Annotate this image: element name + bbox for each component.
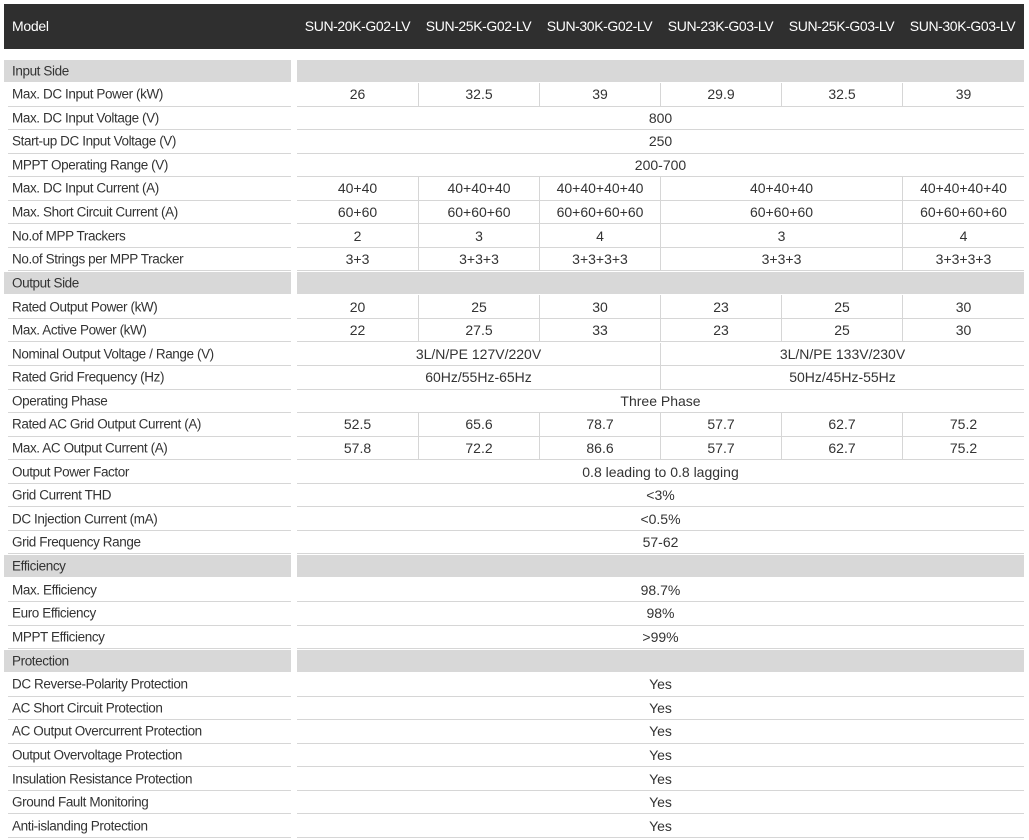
- section-title: Protection: [12, 653, 69, 669]
- spec-row: [4, 177, 1024, 201]
- spec-value-cell: [539, 224, 660, 248]
- spec-label: Rated AC Grid Output Current (A): [12, 416, 202, 432]
- spec-value: 60+60+60+60: [920, 204, 1007, 221]
- spec-label: MPPT Efficiency: [12, 629, 105, 645]
- spec-value-cell: [902, 248, 1024, 272]
- spec-label-cell: [8, 154, 291, 178]
- spec-value-cell: [297, 744, 1024, 768]
- spec-value-cell: [539, 413, 660, 437]
- spec-label: Nominal Output Voltage / Range (V): [12, 346, 214, 362]
- spec-value: 3L/N/PE 133V/230V: [779, 345, 906, 362]
- spec-value-cell: [297, 201, 418, 225]
- spec-value: 40+40+40+40: [920, 180, 1007, 197]
- spec-value: 26: [349, 86, 366, 103]
- spec-value: 60+60: [337, 204, 378, 221]
- spec-label-cell: [8, 578, 291, 602]
- spec-row: [4, 626, 1024, 650]
- spec-value: Yes: [649, 699, 672, 716]
- section-title-cell: [4, 272, 291, 294]
- spec-row: [4, 248, 1024, 272]
- spec-value: Three Phase: [620, 392, 701, 409]
- section-title: Efficiency: [12, 558, 66, 574]
- spec-label: Max. Active Power (kW): [12, 322, 147, 338]
- spec-row: [4, 83, 1024, 107]
- spec-value-cell: [781, 83, 902, 107]
- spec-row: [4, 154, 1024, 178]
- spec-label: Insulation Resistance Protection: [12, 771, 193, 787]
- spec-value-cell: [902, 201, 1024, 225]
- spec-label: Max. DC Input Current (A): [12, 180, 159, 196]
- spec-value: 57-62: [642, 534, 679, 551]
- spec-value-cell: [297, 437, 418, 461]
- spec-value-cell: [660, 201, 902, 225]
- spec-label-cell: [8, 744, 291, 768]
- spec-value: 3: [475, 227, 483, 244]
- spec-label-cell: [8, 673, 291, 697]
- spec-value: 250: [648, 133, 673, 150]
- spec-value: 27.5: [465, 322, 493, 339]
- spec-label-cell: [8, 531, 291, 555]
- spec-value: 98.7%: [640, 581, 681, 598]
- spec-label-cell: [8, 319, 291, 343]
- spec-row: [4, 390, 1024, 414]
- spec-value: 25: [471, 298, 487, 315]
- model-column-header: SUN-20K-G02-LV: [304, 18, 411, 34]
- spec-label-cell: [8, 767, 291, 791]
- spec-row: [4, 413, 1024, 437]
- spec-label-cell: [8, 107, 291, 131]
- spec-label: Euro Efficiency: [12, 605, 96, 621]
- spec-value: 0.8 leading to 0.8 lagging: [582, 463, 739, 480]
- spec-value-cell: [297, 130, 1024, 154]
- spec-label: No.of Strings per MPP Tracker: [12, 251, 184, 267]
- spec-value-cell: [297, 460, 1024, 484]
- spec-row: [4, 295, 1024, 319]
- section-header: [4, 60, 1024, 82]
- spec-label: AC Short Circuit Protection: [12, 700, 163, 716]
- spec-value-cell: [297, 107, 1024, 131]
- spec-value: 57.7: [707, 439, 735, 456]
- spec-value: 3: [777, 227, 786, 244]
- spec-label-cell: [8, 248, 291, 272]
- spec-value-cell: [418, 295, 539, 319]
- spec-row: [4, 460, 1024, 484]
- spec-value-cell: [660, 224, 902, 248]
- spec-value-cell: [297, 295, 418, 319]
- spec-row: [4, 130, 1024, 154]
- spec-value: 4: [959, 227, 968, 244]
- spec-value-cell: [781, 295, 902, 319]
- spec-row: [4, 673, 1024, 697]
- section-title: Output Side: [12, 275, 79, 291]
- spec-value: 30: [592, 298, 608, 315]
- spec-row: [4, 720, 1024, 744]
- spec-value: 29.9: [707, 86, 735, 103]
- spec-value: 75.2: [949, 439, 978, 456]
- spec-label-cell: [8, 484, 291, 508]
- spec-value: 40+40+40: [749, 180, 814, 197]
- spec-value-cell: [418, 83, 539, 107]
- spec-row: [4, 814, 1024, 838]
- spec-value-cell: [660, 437, 781, 461]
- spec-value-cell: [297, 578, 1024, 602]
- spec-row: [4, 578, 1024, 602]
- spec-value: 39: [955, 86, 972, 103]
- spec-value: 3+3+3: [761, 251, 802, 268]
- spec-label-cell: [8, 720, 291, 744]
- spec-value-cell: [902, 224, 1024, 248]
- spec-value-cell: [902, 295, 1024, 319]
- section-header: [4, 650, 1024, 672]
- spec-value: 4: [596, 227, 604, 244]
- model-column-header: SUN-25K-G02-LV: [425, 18, 532, 34]
- spec-label: Rated Output Power (kW): [12, 299, 158, 315]
- spec-label-cell: [8, 413, 291, 437]
- spec-value: 57.8: [343, 439, 372, 456]
- spec-value-cell: [418, 177, 539, 201]
- spec-label-cell: [8, 390, 291, 414]
- spec-row: [4, 437, 1024, 461]
- spec-value-cell: [297, 343, 660, 367]
- spec-value-cell: [418, 413, 539, 437]
- spec-value-cell: [902, 319, 1024, 343]
- spec-value-cell: [297, 154, 1024, 178]
- section-title: Input Side: [12, 63, 69, 79]
- spec-value: 32.5: [828, 86, 856, 103]
- spec-value: 3+3+3+3: [572, 251, 628, 268]
- spec-value-cell: [297, 602, 1024, 626]
- spec-row: [4, 366, 1024, 390]
- spec-label: Ground Fault Monitoring: [12, 794, 149, 810]
- spec-label: Max. Short Circuit Current (A): [12, 204, 178, 220]
- spec-value: 2: [353, 227, 362, 244]
- spec-value: 60+60+60: [749, 204, 814, 221]
- spec-value-cell: [297, 390, 1024, 414]
- spec-value: 60+60+60+60: [556, 204, 644, 221]
- spec-label: Output Overvoltage Protection: [12, 747, 182, 763]
- spec-label: Grid Current THD: [12, 487, 112, 503]
- spec-value-cell: [539, 437, 660, 461]
- spec-label-cell: [8, 83, 291, 107]
- spec-row: [4, 507, 1024, 531]
- spec-value: 65.6: [465, 416, 493, 433]
- spec-label-cell: [8, 626, 291, 650]
- spec-row: [4, 201, 1024, 225]
- table-header: [4, 4, 1024, 49]
- spec-value: Yes: [649, 794, 672, 811]
- spec-value-cell: [781, 437, 902, 461]
- spec-value: 30: [955, 322, 972, 339]
- spec-value: 23: [713, 322, 729, 339]
- spec-label: No.of MPP Trackers: [12, 228, 126, 244]
- spec-value-cell: [539, 177, 660, 201]
- spec-row: [4, 767, 1024, 791]
- model-header-label: Model: [12, 18, 49, 34]
- spec-label-cell: [8, 295, 291, 319]
- spec-label: Rated Grid Frequency (Hz): [12, 369, 165, 385]
- spec-value-cell: [660, 343, 1024, 367]
- spec-value-cell: [418, 437, 539, 461]
- section-gap: [291, 650, 297, 672]
- spec-label-cell: [8, 130, 291, 154]
- spec-row: [4, 319, 1024, 343]
- model-column-header: SUN-23K-G03-LV: [667, 18, 774, 34]
- spec-value-cell: [297, 83, 418, 107]
- spec-value: 40+40+40+40: [556, 180, 644, 197]
- spec-value: >99%: [642, 628, 679, 645]
- spec-value: Yes: [649, 817, 672, 834]
- spec-value-cell: [297, 814, 1024, 838]
- section-title-cell: [4, 60, 291, 82]
- spec-value-cell: [297, 531, 1024, 555]
- spec-value-cell: [660, 83, 781, 107]
- spec-label: DC Injection Current (mA): [12, 511, 158, 527]
- spec-value-cell: [418, 319, 539, 343]
- spec-value: 30: [955, 298, 972, 315]
- spec-value: 3+3+3: [459, 251, 499, 268]
- spec-label: Operating Phase: [12, 393, 108, 409]
- spec-value: 23: [713, 298, 729, 315]
- spec-value: 62.7: [828, 439, 856, 456]
- spec-value: 39: [592, 86, 608, 103]
- section-gap: [291, 60, 297, 82]
- spec-value: Yes: [649, 676, 672, 693]
- spec-row: [4, 107, 1024, 131]
- spec-value-cell: [297, 673, 1024, 697]
- spec-value: 98%: [646, 605, 675, 622]
- section-title-cell: [4, 650, 291, 672]
- spec-label-cell: [8, 343, 291, 367]
- spec-value-cell: [297, 248, 418, 272]
- spec-value-cell: [297, 791, 1024, 815]
- spec-value: Yes: [649, 747, 672, 764]
- spec-value-cell: [781, 319, 902, 343]
- spec-value: <0.5%: [640, 510, 681, 527]
- spec-value: 32.5: [465, 86, 493, 103]
- spec-value: 86.6: [586, 439, 614, 456]
- spec-value-cell: [660, 319, 781, 343]
- spec-value: 75.2: [949, 416, 978, 433]
- spec-value-cell: [660, 248, 902, 272]
- spec-value-cell: [781, 413, 902, 437]
- spec-value: 78.7: [586, 416, 614, 433]
- spec-label-cell: [8, 437, 291, 461]
- spec-label-cell: [8, 460, 291, 484]
- spec-row: [4, 343, 1024, 367]
- spec-value: 20: [349, 298, 366, 315]
- spec-value: 72.2: [465, 439, 493, 456]
- section-header: [4, 555, 1024, 577]
- spec-value-cell: [902, 413, 1024, 437]
- spec-value: Yes: [649, 770, 672, 787]
- spec-label-cell: [8, 201, 291, 225]
- spec-value: 200-700: [634, 156, 687, 173]
- spec-value: 50Hz/45Hz-55Hz: [789, 369, 896, 386]
- spec-row: [4, 531, 1024, 555]
- spec-value-cell: [418, 224, 539, 248]
- spec-value: 40+40+40: [447, 180, 511, 197]
- spec-label: Start-up DC Input Voltage (V): [12, 133, 176, 149]
- spec-label: Max. Efficiency: [12, 582, 97, 598]
- spec-value-cell: [660, 413, 781, 437]
- spec-value-cell: [297, 720, 1024, 744]
- spec-value-cell: [297, 626, 1024, 650]
- spec-label: Grid Frequency Range: [12, 534, 141, 550]
- spec-value: 57.7: [707, 416, 735, 433]
- spec-value-cell: [660, 366, 1024, 390]
- spec-label-cell: [8, 177, 291, 201]
- spec-value: 800: [648, 109, 673, 126]
- spec-label: Max. DC Input Voltage (V): [12, 110, 159, 126]
- spec-value-cell: [902, 437, 1024, 461]
- spec-value-cell: [297, 319, 418, 343]
- spec-row: [4, 602, 1024, 626]
- spec-value-cell: [902, 177, 1024, 201]
- spec-label-cell: [8, 224, 291, 248]
- spec-value-cell: [297, 697, 1024, 721]
- spec-value-cell: [297, 484, 1024, 508]
- spec-value-cell: [297, 767, 1024, 791]
- model-column-header: SUN-30K-G03-LV: [909, 18, 1016, 34]
- spec-value: 3+3+3+3: [935, 251, 992, 268]
- section-gap: [291, 272, 297, 294]
- spec-value-cell: [539, 319, 660, 343]
- spec-label-cell: [8, 697, 291, 721]
- spec-value-cell: [418, 201, 539, 225]
- spec-label: DC Reverse-Polarity Protection: [12, 676, 188, 692]
- spec-row: [4, 744, 1024, 768]
- spec-value: 3L/N/PE 127V/220V: [415, 345, 542, 362]
- spec-row: [4, 224, 1024, 248]
- spec-value: 22: [349, 322, 366, 339]
- spec-label: Output Power Factor: [12, 464, 129, 480]
- spec-label-cell: [8, 602, 291, 626]
- spec-value-cell: [660, 295, 781, 319]
- spec-value-cell: [539, 201, 660, 225]
- spec-value: 60Hz/55Hz-65Hz: [425, 369, 532, 386]
- spec-value: <3%: [646, 487, 675, 504]
- spec-row: [4, 791, 1024, 815]
- model-column-header: SUN-30K-G02-LV: [546, 18, 653, 34]
- spec-value-cell: [660, 177, 902, 201]
- spec-label-cell: [8, 814, 291, 838]
- spec-value: 52.5: [343, 416, 372, 433]
- spec-value: 25: [834, 322, 850, 339]
- spec-label: MPPT Operating Range (V): [12, 157, 168, 173]
- spec-value: 25: [834, 298, 850, 315]
- spec-value-cell: [539, 295, 660, 319]
- spec-value-cell: [418, 248, 539, 272]
- spec-value: 3+3: [345, 251, 370, 268]
- spec-value-cell: [297, 177, 418, 201]
- spec-value: 40+40: [337, 180, 378, 197]
- section-gap: [291, 555, 297, 577]
- spec-value: 33: [592, 322, 608, 339]
- spec-label: Max. AC Output Current (A): [12, 440, 168, 456]
- section-title-cell: [4, 555, 291, 577]
- spec-value-cell: [297, 507, 1024, 531]
- spec-value: Yes: [649, 723, 672, 740]
- spec-row: [4, 484, 1024, 508]
- spec-label-cell: [8, 791, 291, 815]
- spec-value-cell: [297, 413, 418, 437]
- spec-label-cell: [8, 366, 291, 390]
- spec-value-cell: [297, 224, 418, 248]
- spec-value-cell: [297, 366, 660, 390]
- spec-value: 60+60+60: [447, 204, 511, 221]
- spec-value-cell: [539, 83, 660, 107]
- model-column-header: SUN-25K-G03-LV: [788, 18, 895, 34]
- spec-label: Anti-islanding Protection: [12, 818, 148, 834]
- spec-label-cell: [8, 507, 291, 531]
- spec-value: 62.7: [828, 416, 856, 433]
- spec-row: [4, 697, 1024, 721]
- spec-value-cell: [539, 248, 660, 272]
- section-header: [4, 272, 1024, 294]
- spec-label: Max. DC Input Power (kW): [12, 86, 163, 102]
- spec-label: AC Output Overcurrent Protection: [12, 723, 202, 739]
- spec-value-cell: [902, 83, 1024, 107]
